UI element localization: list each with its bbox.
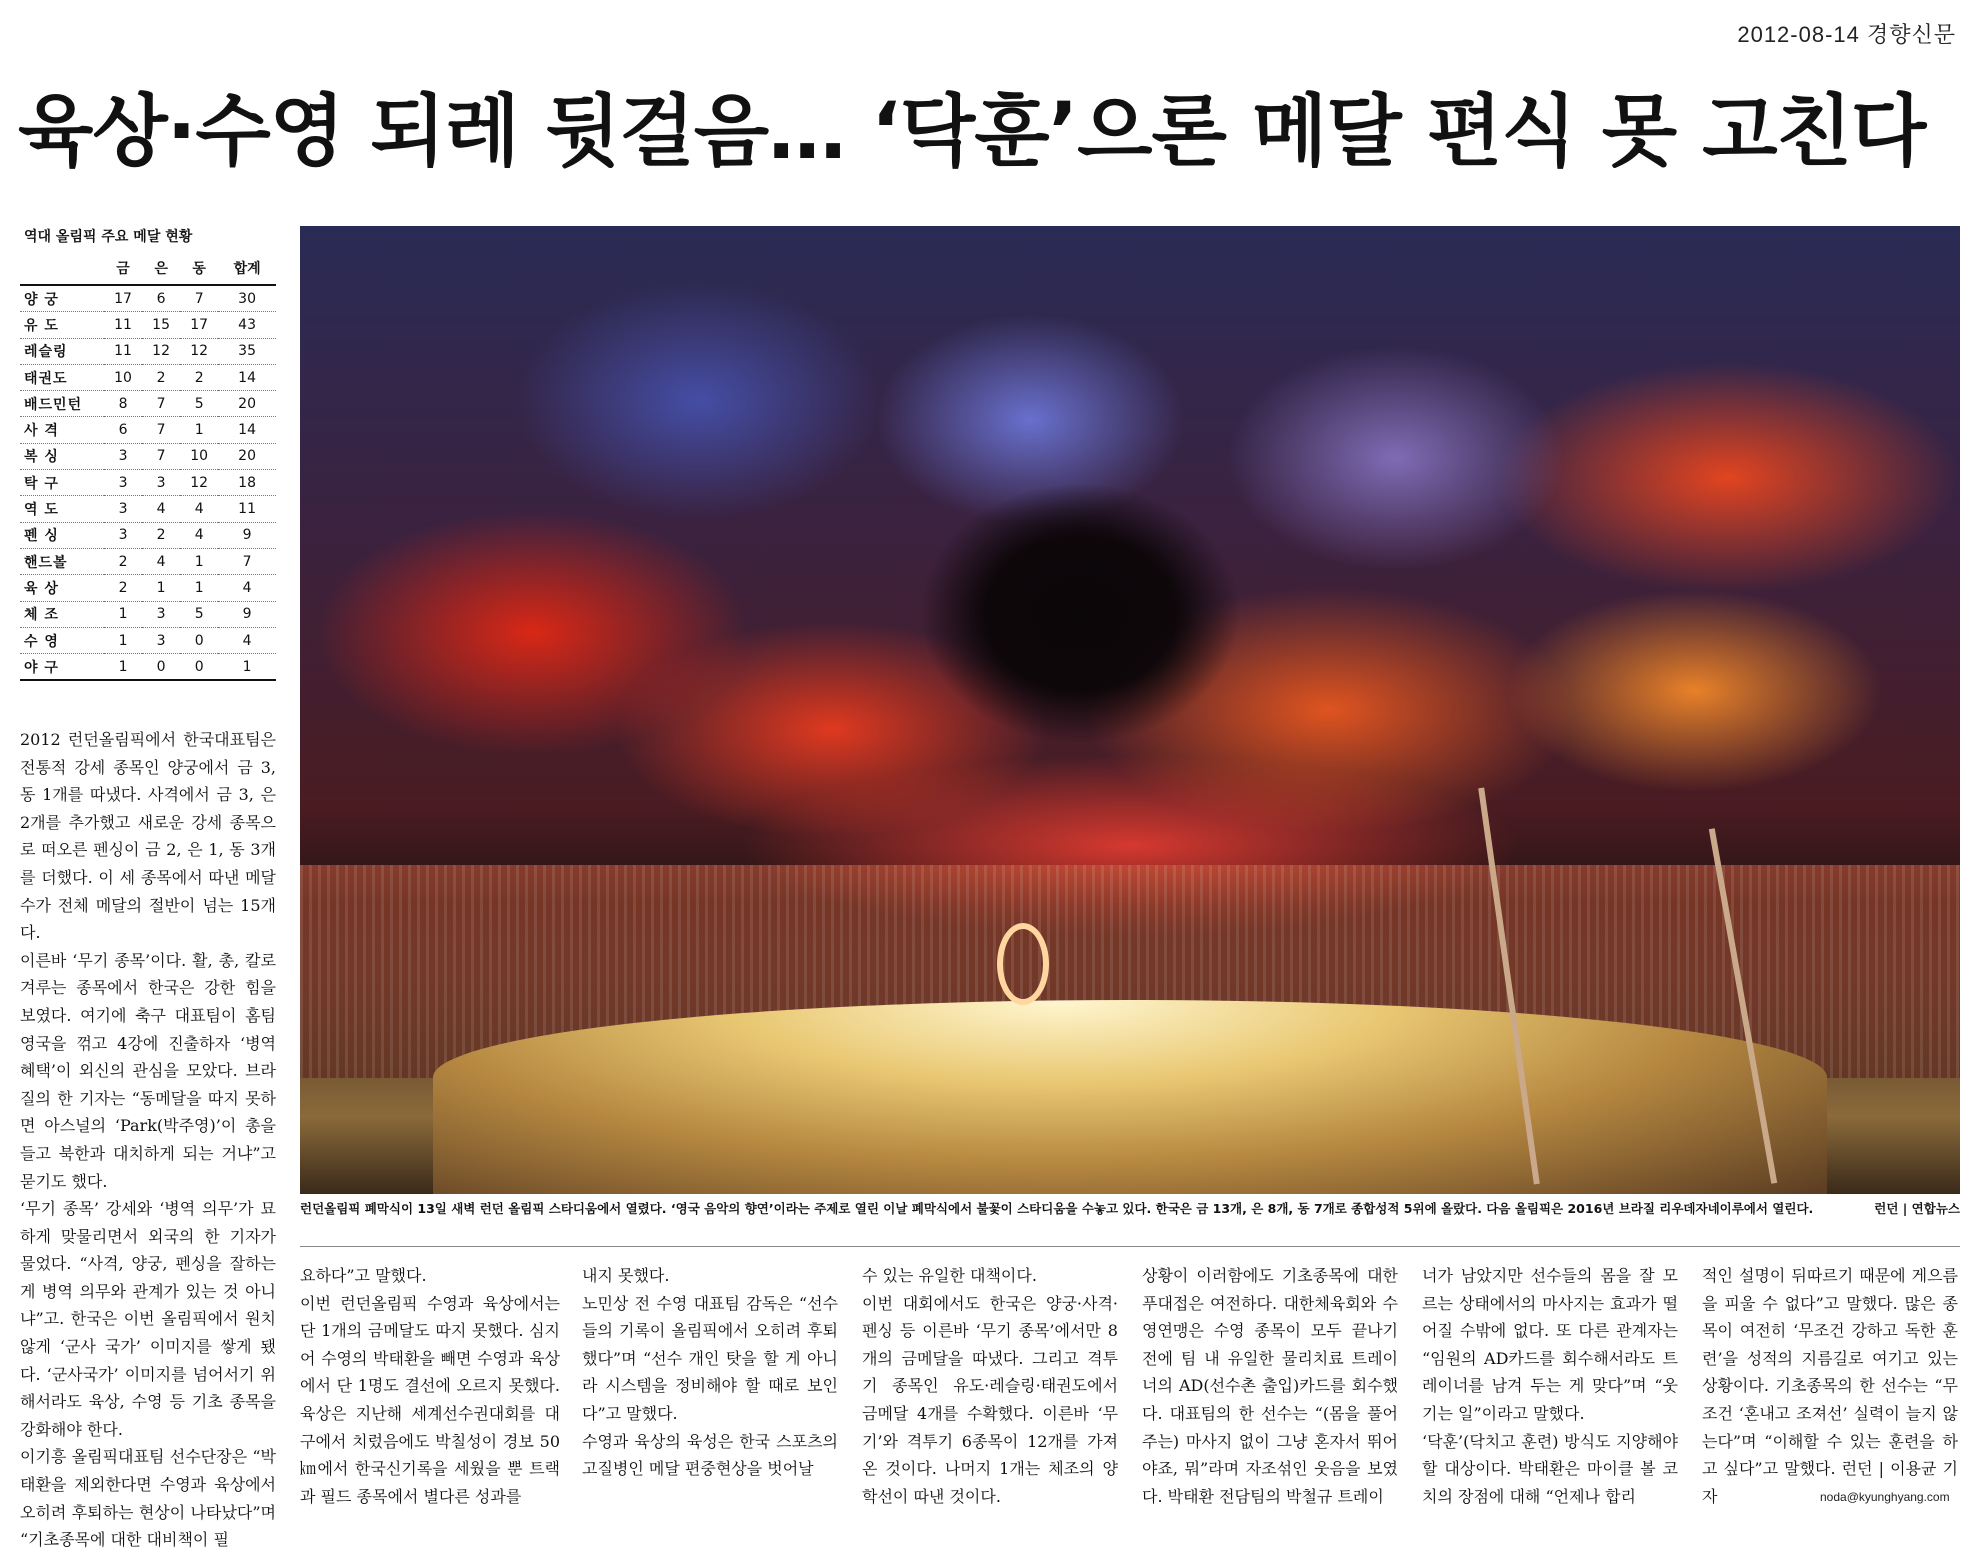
- total-count: 9: [218, 601, 276, 627]
- silver-count: 6: [142, 285, 180, 312]
- medal-row: [20, 285, 276, 312]
- event-name: 핸드볼: [20, 548, 104, 574]
- event-name: 역 도: [20, 496, 104, 522]
- total-count: 35: [218, 338, 276, 364]
- medal-row: [20, 391, 276, 417]
- bronze-count: 12: [180, 470, 218, 496]
- gold-count: 2: [104, 548, 142, 574]
- body-column-3: 내지 못했다. 노민상 전 수영 대표팀 감독은 “선수들의 기록이 올림픽에서 오히려 후퇴했다”며 “선수 개인 탓을 할 게 아니라 시스템을 정비해야 할 때로 보인다”고 말했다. 수영과 육상의 육성은 한국 스포츠의 고질병인 메달 편중현상을 벗어날: [582, 1266, 838, 1479]
- medal-row: [20, 443, 276, 469]
- bronze-count: 1: [180, 548, 218, 574]
- silver-count: 2: [142, 364, 180, 390]
- bronze-count: 2: [180, 364, 218, 390]
- bronze-count: 0: [180, 654, 218, 681]
- body-column-5: 상황이 이러함에도 기초종목에 대한 푸대접은 여전하다. 대한체육회와 수영연맹은 수영 종목이 모두 끝나기 전에 팀 내 유일한 물리치료 트레이너의 AD(선수촌 출입)카드를 회수했다. 대표팀의 한 선수는 “(몸을 풀어주는) 마사지 없이 그냥 혼자서 뛰어야죠, 뭐”라며 자조섞인 웃음을 보였다. 박태환 전담팀의 박철규 트레이: [1142, 1266, 1398, 1506]
- silver-count: 2: [142, 522, 180, 548]
- event-name: 복 싱: [20, 443, 104, 469]
- event-name: 태권도: [20, 364, 104, 390]
- silver-count: 12: [142, 338, 180, 364]
- caption-text: 런던올림픽 폐막식이 13일 새벽 런던 올림픽 스타디움에서 열렸다. ‘영국 음악의 향연’이라는 주제로 열린 이날 폐막식에서 불꽃이 스타디움을 수놓고 있다. 한국은 금 13개, 은 8개, 동 7개로 종합성적 5위에 올랐다. 다음 올림픽은 2016년 브라질 리우데자네이루에서 열린다.: [300, 1201, 1814, 1216]
- body-column-2: 요하다”고 말했다. 이번 런던올림픽 수영과 육상에서는 단 1개의 금메달도 따지 못했다. 심지어 수영의 박태환을 빼면 수영과 육상에서 단 1명도 결선에 오르지 못했다. 육상은 지난해 세계선수권대회를 대구에서 치렀음에도 박칠성이 경보 50㎞에서 한국신기록을 세웠을 뿐 트랙과 필드 종목에서 별다른 성과를: [300, 1266, 560, 1506]
- medal-table-title: 역대 올림픽 주요 메달 현황: [24, 229, 193, 245]
- silver-count: 7: [142, 417, 180, 443]
- gold-count: 1: [104, 601, 142, 627]
- bronze-count: 1: [180, 417, 218, 443]
- photo-credit: 런던 | 연합뉴스: [1874, 1201, 1960, 1216]
- gold-count: 1: [104, 627, 142, 653]
- medal-row: [20, 575, 276, 601]
- gold-count: 3: [104, 496, 142, 522]
- silver-count: 15: [142, 312, 180, 338]
- event-name: 레슬링: [20, 338, 104, 364]
- silver-count: 7: [142, 443, 180, 469]
- header-gold: 금: [104, 256, 142, 285]
- event-name: 배드민턴: [20, 391, 104, 417]
- total-count: 14: [218, 364, 276, 390]
- medal-row: [20, 601, 276, 627]
- event-name: 수 영: [20, 627, 104, 653]
- bronze-count: 5: [180, 601, 218, 627]
- total-count: 30: [218, 285, 276, 312]
- silver-count: 3: [142, 470, 180, 496]
- body-column-7: 적인 설명이 뒤따르기 때문에 게으름을 피울 수 없다”고 말했다. 많은 종목이 여전히 ‘무조건 강하고 독한 훈련’을 성적의 지름길로 여기고 있는 상황이다. 기초종목의 한 선수는 “무조건 ‘혼내고 조져선’ 실력이 늘지 않는다”며 “이해할 수 있는 훈련을 하고 싶다”고 말했다. 런던 | 이용균 기자: [1702, 1266, 1958, 1506]
- bronze-count: 5: [180, 391, 218, 417]
- ring-structure: [997, 923, 1049, 1005]
- medal-table-box: [20, 220, 276, 681]
- gold-count: 11: [104, 312, 142, 338]
- gold-count: 2: [104, 575, 142, 601]
- headline: 육상·수영 되레 뒷걸음… ‘닥훈’으론 메달 편식 못 고친다: [18, 87, 1926, 177]
- silver-count: 0: [142, 654, 180, 681]
- dateline: 2012-08-14 경향신문: [1737, 22, 1956, 47]
- medal-table: [20, 256, 276, 681]
- body-column-1: 2012 런던올림픽에서 한국대표팀은 전통적 강세 종목인 양궁에서 금 3, 동 1개를 따냈다. 사격에서 금 3, 은 2개를 추가했고 새로운 강세 종목으로 떠오른 펜싱이 금 2, 은 1, 동 3개를 더했다. 이 세 종목에서 따낸 메달 수가 전체 메달의 절반이 넘는 15개다. 이른바 ‘무기 종목’이다. 활, 총, 칼로 겨루는 종목에서 한국은 강한 힘을 보였다. 여기에 축구 대표팀이 홈팀 영국을 꺾고 4강에 진출하자 ‘병역 혜택’이 외신의 관심을 모았다. 브라질의 한 기자는 “동메달을 따지 못하면 아스널의 ‘Park(박주영)’이 총을 들고 북한과 대치하게 되는 거냐”고 묻기도 했다. ‘무기 종목’ 강세와 ‘병역 의무’가 묘하게 맞물리면서 외국의 한 기자가 물었다. “사격, 양궁, 펜싱을 잘하는 게 병역 의무와 관계가 있는 것 아니냐”고. 한국은 이번 올림픽에서 원치 않게 ‘군사 국가’ 이미지를 쌓게 됐다. ‘군사국가’ 이미지를 넘어서기 위해서라도 육상, 수영 등 기초 종목을 강화해야 한다. 이기흥 올림픽대표팀 선수단장은 “박태환을 제외한다면 수영과 육상에서 오히려 후퇴하는 현상이 나타났다”며 “기초종목에 대한 대비책이 필: [20, 730, 276, 1550]
- medal-row: [20, 654, 276, 681]
- medal-row: [20, 470, 276, 496]
- medal-row: [20, 522, 276, 548]
- gold-count: 10: [104, 364, 142, 390]
- medal-table-header: [20, 256, 276, 285]
- event-name: 펜 싱: [20, 522, 104, 548]
- event-name: 양 궁: [20, 285, 104, 312]
- silver-count: 4: [142, 496, 180, 522]
- event-name: 야 구: [20, 654, 104, 681]
- total-count: 11: [218, 496, 276, 522]
- event-name: 육 상: [20, 575, 104, 601]
- medal-row: [20, 364, 276, 390]
- bronze-count: 4: [180, 522, 218, 548]
- silver-count: 7: [142, 391, 180, 417]
- silver-count: 1: [142, 575, 180, 601]
- header-bronze: 동: [180, 256, 218, 285]
- bronze-count: 10: [180, 443, 218, 469]
- total-count: 4: [218, 627, 276, 653]
- bronze-count: 4: [180, 496, 218, 522]
- header-total: 합계: [218, 256, 276, 285]
- medal-row: [20, 312, 276, 338]
- medal-row: [20, 417, 276, 443]
- silver-count: 4: [142, 548, 180, 574]
- photo-caption: [300, 1198, 1960, 1220]
- bronze-count: 0: [180, 627, 218, 653]
- total-count: 1: [218, 654, 276, 681]
- reporter-email: noda@kyunghyang.com: [1820, 1490, 1950, 1504]
- arena-floor: [433, 1000, 1827, 1194]
- event-name: 체 조: [20, 601, 104, 627]
- bronze-count: 12: [180, 338, 218, 364]
- silver-count: 3: [142, 601, 180, 627]
- gold-count: 3: [104, 470, 142, 496]
- event-name: 탁 구: [20, 470, 104, 496]
- total-count: 7: [218, 548, 276, 574]
- header-silver: 은: [142, 256, 180, 285]
- medal-table-body: [20, 285, 276, 680]
- gold-count: 8: [104, 391, 142, 417]
- medal-row: [20, 548, 276, 574]
- total-count: 9: [218, 522, 276, 548]
- gold-count: 17: [104, 285, 142, 312]
- caption-rule: [300, 1246, 1960, 1247]
- medal-row: [20, 496, 276, 522]
- body-column-6: 너가 남았지만 선수들의 몸을 잘 모르는 상태에서의 마사지는 효과가 떨어질 수밖에 없다. 또 다른 관계자는 “임원의 AD카드를 회수해서라도 트레이너를 남겨 두는 게 맞다”며 “웃기는 일”이라고 말했다. ‘닥훈’(닥치고 훈련) 방식도 지양해야 할 대상이다. 박태환은 마이클 볼 코치의 장점에 대해 “언제나 합리: [1422, 1266, 1678, 1506]
- header-event: [20, 256, 104, 285]
- closing-ceremony-photo: [300, 226, 1960, 1194]
- event-name: 사 격: [20, 417, 104, 443]
- bronze-count: 17: [180, 312, 218, 338]
- silver-count: 3: [142, 627, 180, 653]
- medal-row: [20, 338, 276, 364]
- gold-count: 6: [104, 417, 142, 443]
- total-count: 4: [218, 575, 276, 601]
- total-count: 14: [218, 417, 276, 443]
- gold-count: 3: [104, 522, 142, 548]
- total-count: 20: [218, 443, 276, 469]
- medal-row: [20, 627, 276, 653]
- gold-count: 3: [104, 443, 142, 469]
- body-column-4: 수 있는 유일한 대책이다. 이번 대회에서도 한국은 양궁·사격·펜싱 등 이른바 ‘무기 종목’에서만 8개의 금메달을 따냈다. 그리고 격투기 종목인 유도·레슬링·태권도에서 금메달 4개를 수확했다. 이른바 ‘무기’와 격투기 6종목이 12개를 가져온 것이다. 나머지 1개는 체조의 양학선이 따낸 것이다.: [862, 1266, 1118, 1506]
- bronze-count: 1: [180, 575, 218, 601]
- total-count: 18: [218, 470, 276, 496]
- total-count: 20: [218, 391, 276, 417]
- gold-count: 11: [104, 338, 142, 364]
- bronze-count: 7: [180, 285, 218, 312]
- gold-count: 1: [104, 654, 142, 681]
- event-name: 유 도: [20, 312, 104, 338]
- total-count: 43: [218, 312, 276, 338]
